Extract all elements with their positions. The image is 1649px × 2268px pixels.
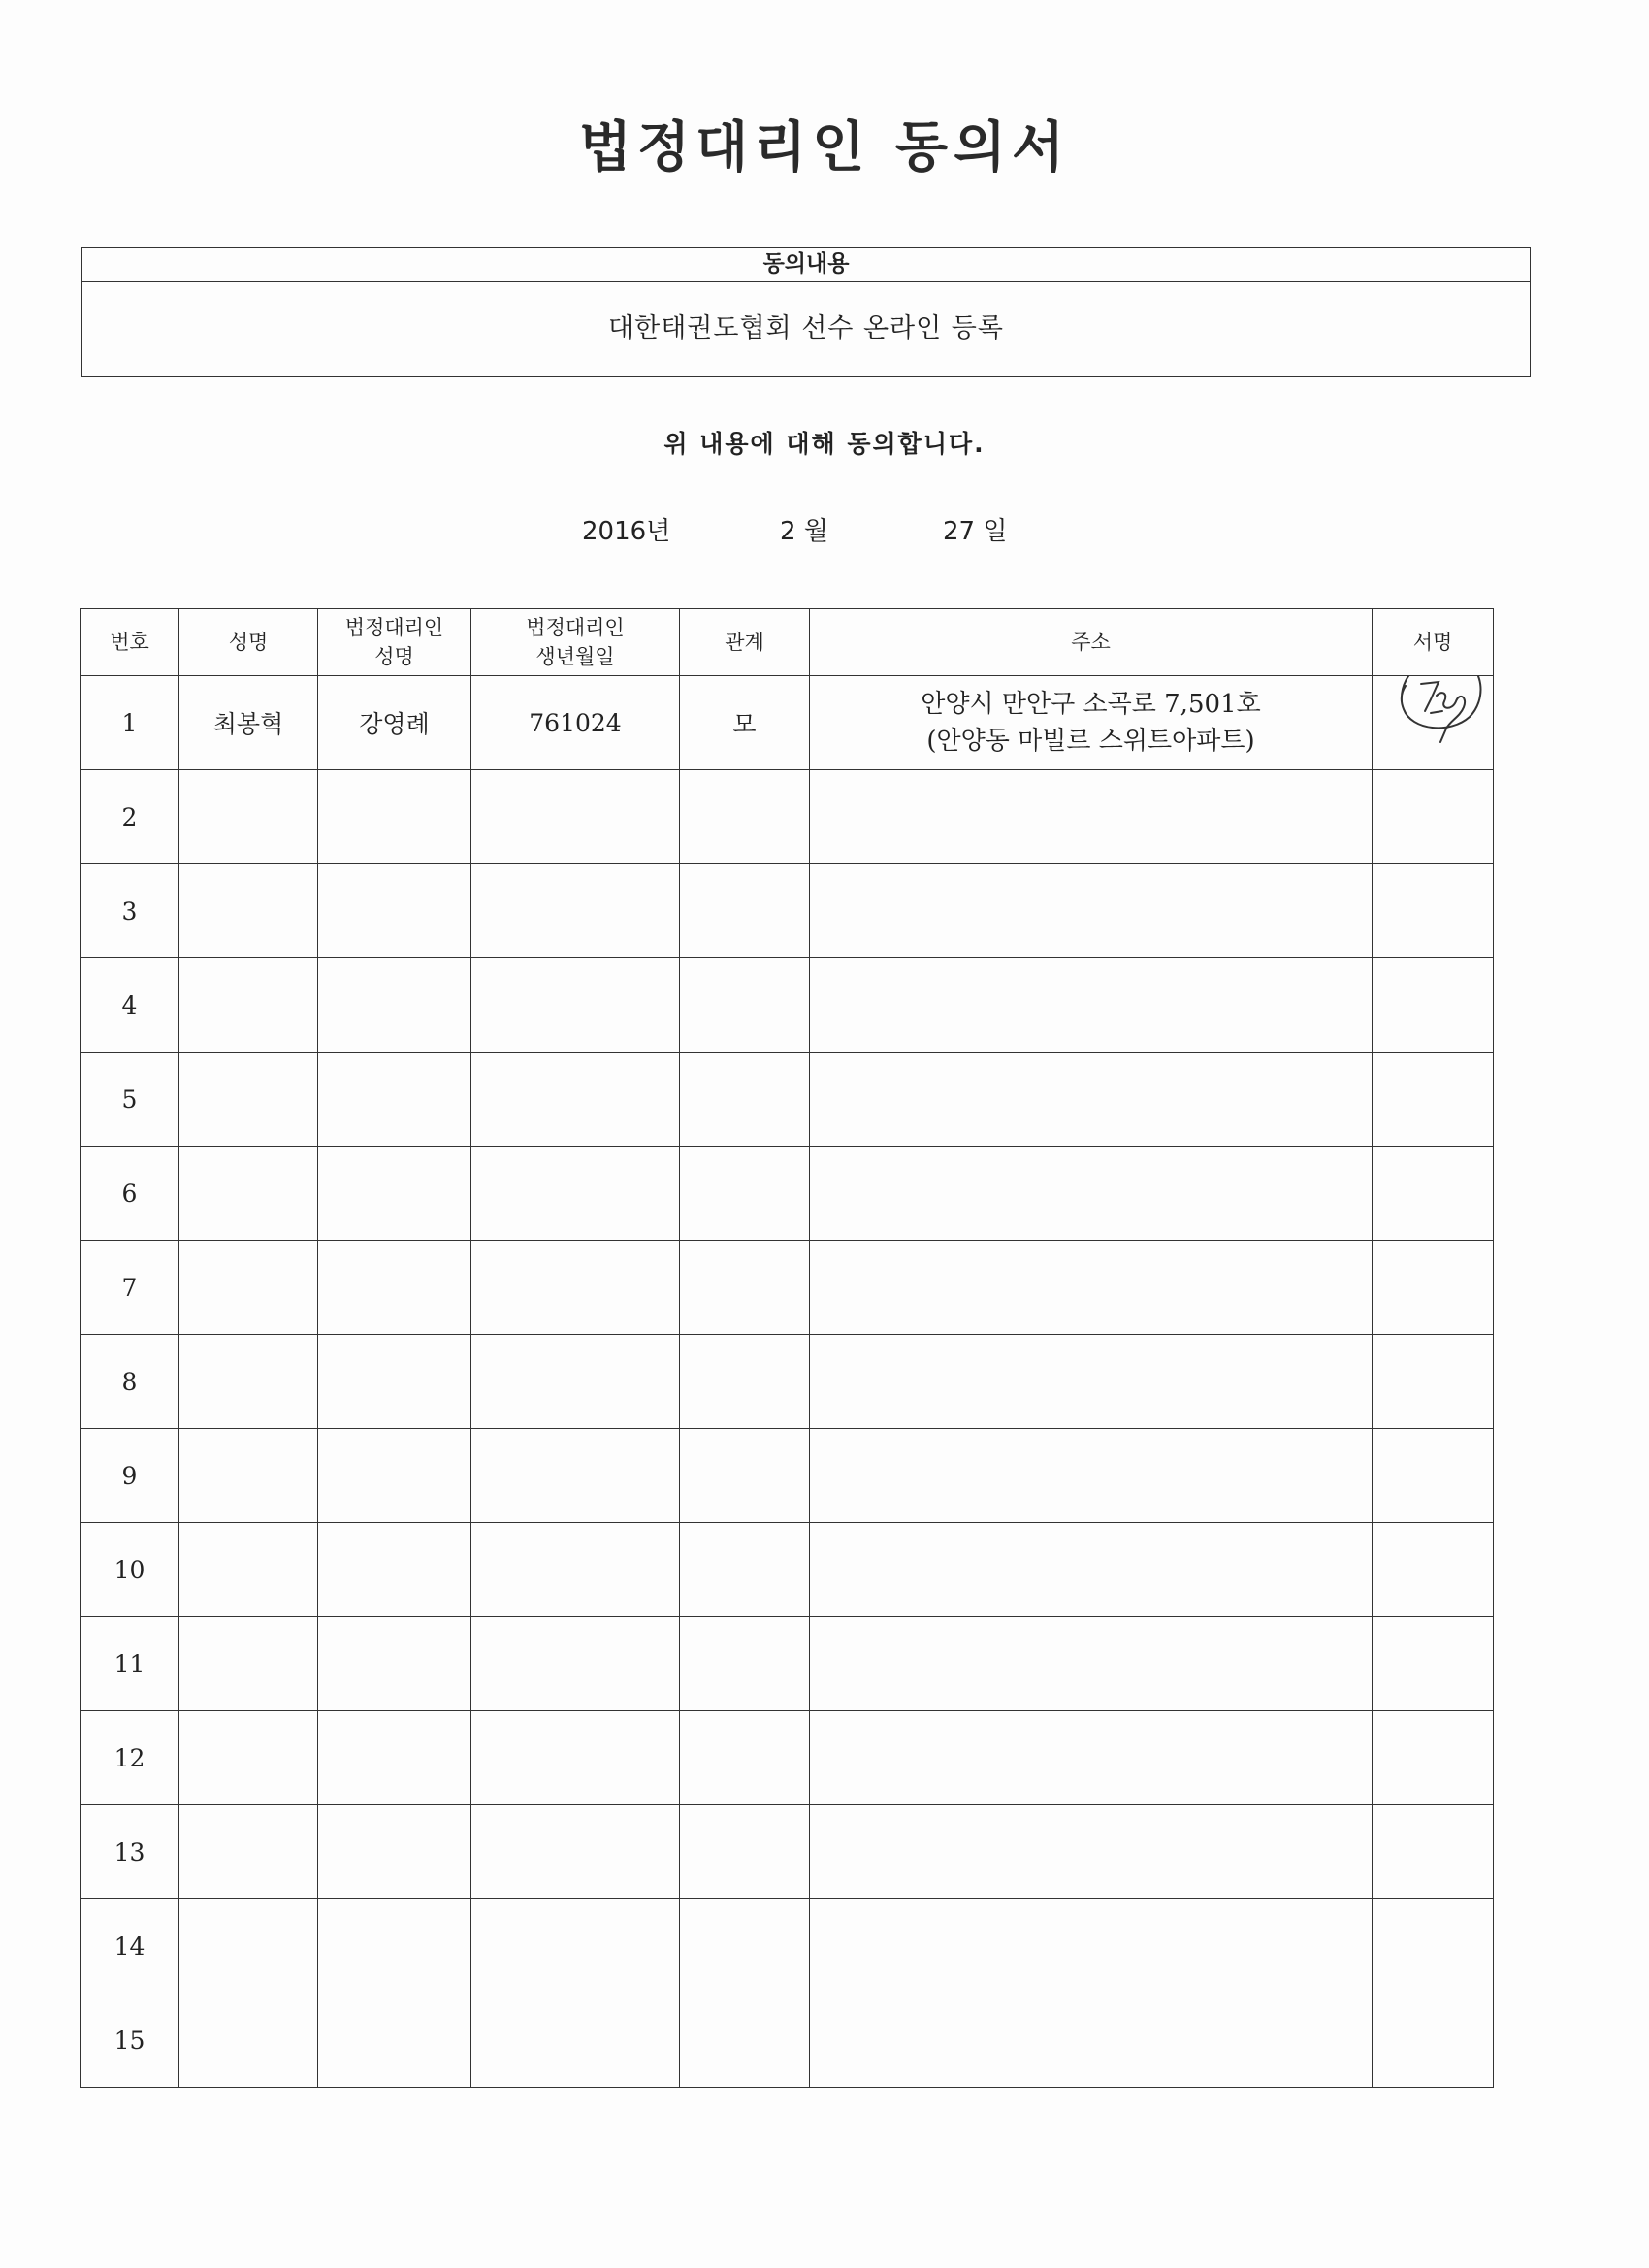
cell-relation [680,1711,810,1805]
cell-number: 10 [81,1523,179,1617]
cell-guardian-name [318,1147,471,1241]
cell-name [179,1617,318,1711]
cell-name [179,1335,318,1429]
cell-name [179,1899,318,1993]
address-line2: (안양동 마빌르 스위트아파트) [926,727,1255,756]
cell-name [179,864,318,958]
cell-signature [1373,958,1494,1053]
table-row [81,1429,1494,1523]
cell-signature [1373,770,1494,864]
table-row [81,1711,1494,1805]
agreement-statement: 위 내용에 대해 동의합니다. [663,430,986,458]
table-row [81,1993,1494,2088]
header-guardian-name [318,609,471,676]
cell-guardian-birth [471,1429,680,1523]
cell-name [179,1523,318,1617]
cell-number: 4 [81,958,179,1053]
table-row [81,1241,1494,1335]
header-address: 주소 [810,609,1373,676]
cell-guardian-birth [471,1335,680,1429]
cell-address [810,1335,1373,1429]
cell-address [810,676,1373,770]
cell-number: 3 [81,864,179,958]
cell-guardian-birth [471,1899,680,1993]
cell-relation [680,1147,810,1241]
cell-guardian-name: 강영례 [318,676,471,770]
cell-guardian-birth [471,1147,680,1241]
cell-number: 14 [81,1899,179,1993]
cell-guardian-birth [471,1805,680,1899]
consent-box [81,247,1531,377]
header-guardian-birth-line2: 생년월일 [535,645,615,668]
consent-content: 대한태권도협회 선수 온라인 등록 [608,313,1004,343]
cell-address [810,1711,1373,1805]
cell-address [810,1241,1373,1335]
table-row [81,864,1494,958]
cell-signature [1373,1899,1494,1993]
header-guardian-birth [471,609,680,676]
cell-relation [680,1053,810,1147]
cell-guardian-birth [471,1053,680,1147]
cell-signature [1373,1147,1494,1241]
cell-relation [680,1335,810,1429]
cell-address [810,1899,1373,1993]
cell-number: 7 [81,1241,179,1335]
cell-guardian-name [318,1429,471,1523]
cell-address [810,1429,1373,1523]
cell-guardian-name [318,1711,471,1805]
cell-guardian-birth [471,1523,680,1617]
cell-guardian-name [318,864,471,958]
cell-name: 최봉혁 [179,676,318,770]
cell-number: 2 [81,770,179,864]
cell-relation: 모 [680,676,810,770]
cell-name [179,1429,318,1523]
cell-number: 11 [81,1617,179,1711]
cell-name [179,1805,318,1899]
cell-signature [1373,676,1494,770]
table-row [81,1147,1494,1241]
cell-address [810,1147,1373,1241]
date-year: 2016년 [582,517,671,546]
cell-signature [1373,1523,1494,1617]
table-row [81,770,1494,864]
cell-relation [680,1899,810,1993]
cell-guardian-name [318,1241,471,1335]
cell-signature [1373,1617,1494,1711]
cell-relation [680,1805,810,1899]
cell-number: 13 [81,1805,179,1899]
cell-relation [680,1617,810,1711]
table-row [81,1335,1494,1429]
header-guardian-name-line2: 성명 [374,645,414,668]
header-guardian-name-line1: 법정대리인 [344,616,444,639]
cell-name [179,1993,318,2088]
cell-name [179,1147,318,1241]
cell-relation [680,1241,810,1335]
table-body [81,676,1494,2088]
cell-relation [680,1523,810,1617]
cell-number: 1 [81,676,179,770]
cell-relation [680,1993,810,2088]
header-guardian-birth-line1: 법정대리인 [526,616,625,639]
cell-name [179,958,318,1053]
cell-guardian-birth [471,864,680,958]
cell-number: 5 [81,1053,179,1147]
cell-guardian-name [318,1805,471,1899]
consent-header: 동의내용 [82,248,1530,282]
cell-guardian-name [318,1335,471,1429]
header-relation: 관계 [680,609,810,676]
cell-guardian-birth [471,1993,680,2088]
cell-address [810,1523,1373,1617]
table-row [81,1053,1494,1147]
table-row [81,1805,1494,1899]
address-line1: 안양시 만안구 소곡로 7,501호 [921,690,1261,719]
cell-address [810,1993,1373,2088]
header-signature: 서명 [1373,609,1494,676]
table-row [81,1617,1494,1711]
guardian-table [80,608,1494,2088]
cell-signature [1373,1711,1494,1805]
cell-number: 6 [81,1147,179,1241]
cell-address [810,958,1373,1053]
cell-number: 15 [81,1993,179,2088]
cell-guardian-name [318,1523,471,1617]
cell-guardian-birth [471,1241,680,1335]
cell-name [179,1241,318,1335]
cell-signature [1373,1053,1494,1147]
cell-relation [680,1429,810,1523]
cell-number: 9 [81,1429,179,1523]
cell-signature [1373,1993,1494,2088]
date-day: 27 일 [943,517,1008,546]
cell-address [810,1053,1373,1147]
cell-address [810,1617,1373,1711]
cell-guardian-name [318,958,471,1053]
cell-guardian-name [318,1993,471,2088]
table-row [81,676,1494,770]
cell-number: 8 [81,1335,179,1429]
cell-address [810,770,1373,864]
table-row [81,958,1494,1053]
cell-signature [1373,1429,1494,1523]
cell-name [179,1711,318,1805]
handwritten-signature [1392,676,1489,749]
table-row [81,1899,1494,1993]
cell-name [179,770,318,864]
date-month: 2 월 [780,517,828,546]
cell-guardian-birth [471,958,680,1053]
cell-guardian-name [318,770,471,864]
cell-guardian-name [318,1899,471,1993]
table-header-row [81,609,1494,676]
cell-guardian-name [318,1053,471,1147]
header-name: 성명 [179,609,318,676]
cell-relation [680,958,810,1053]
cell-address [810,1805,1373,1899]
cell-guardian-birth [471,1711,680,1805]
cell-relation [680,770,810,864]
document-title: 법정대리인 동의서 [578,116,1071,179]
cell-signature [1373,1241,1494,1335]
cell-relation [680,864,810,958]
cell-signature [1373,1805,1494,1899]
cell-guardian-birth [471,1617,680,1711]
cell-signature [1373,864,1494,958]
cell-signature [1373,1335,1494,1429]
cell-guardian-name [318,1617,471,1711]
table-row [81,1523,1494,1617]
cell-address [810,864,1373,958]
header-number: 번호 [81,609,179,676]
cell-number: 12 [81,1711,179,1805]
cell-guardian-birth [471,770,680,864]
cell-name [179,1053,318,1147]
cell-guardian-birth: 761024 [471,676,680,770]
